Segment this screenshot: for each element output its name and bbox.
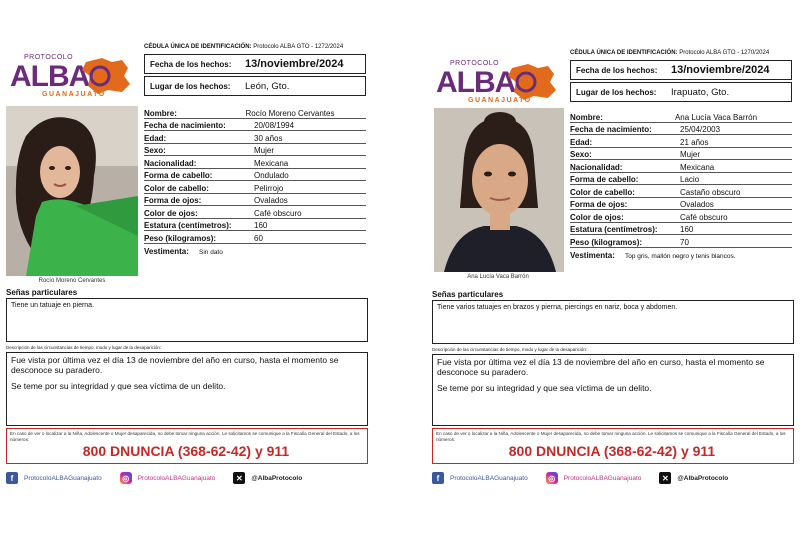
field-forma-ojos: Forma de ojos: Ovalados xyxy=(570,198,792,211)
missing-person-card-left xyxy=(4,40,370,500)
person-photo xyxy=(6,106,138,276)
field-color-ojos: Color de ojos: Café obscuro xyxy=(570,210,792,223)
field-estatura: Estatura (centímetros): 160 xyxy=(144,219,366,232)
field-forma-cabello: Forma de cabello: Ondulado xyxy=(144,169,366,182)
lugar-hechos-box: Lugar de los hechos: León, Gto. xyxy=(144,76,366,96)
facebook-link[interactable]: f ProtocoloALBAGuanajuato xyxy=(432,472,528,484)
instagram-icon: ◎ xyxy=(120,472,132,484)
field-estatura: Estatura (centímetros): 160 xyxy=(570,223,792,236)
person-fields xyxy=(144,106,366,256)
field-color-ojos: Color de ojos: Café obscuro xyxy=(144,206,366,219)
social-bar xyxy=(6,470,368,486)
field-nacionalidad: Nacionalidad: Mexicana xyxy=(570,160,792,173)
field-peso: Peso (kilogramos): 70 xyxy=(570,235,792,248)
field-vestimenta: Vestimenta: Top gris, mallón negro y tenis blancos. xyxy=(570,251,736,260)
photo-caption: Ana Lucía Vaca Barrón xyxy=(467,274,529,280)
field-edad: Edad: 30 años xyxy=(144,131,366,144)
person-photo xyxy=(434,108,564,272)
field-peso: Peso (kilogramos): 60 xyxy=(144,231,366,244)
cedula-header: CÉDULA ÚNICA DE IDENTIFICACIÓN: Protocolo ALBA GTO - 1270/2024 xyxy=(570,50,770,56)
senas-box: Tiene varios tatuajes en brazos y pierna, piercings en nariz, boca y abdomen. xyxy=(432,300,794,344)
logo-top-text: PROTOCOLO xyxy=(24,54,74,61)
field-color-cabello: Color de cabello: Pelirrojo xyxy=(144,181,366,194)
senas-box: Tiene un tatuaje en pierna. xyxy=(6,298,368,342)
field-nombre: Nombre: Ana Lucía Vaca Barrón xyxy=(570,110,792,123)
logo-bottom-text: GUANAJUATO xyxy=(42,91,106,98)
fecha-hechos-box: Fecha de los hechos: 13/noviembre/2024 xyxy=(144,54,366,74)
hotline-number: 800 DNUNCIA (368-62-42) y 911 xyxy=(82,443,290,459)
instagram-icon: ◎ xyxy=(546,472,558,484)
missing-person-card-right xyxy=(430,40,796,500)
x-link[interactable]: ✕ @AlbaProtocolo xyxy=(659,472,728,484)
field-nacimiento: Fecha de nacimiento: 20/08/1994 xyxy=(144,119,366,132)
field-nombre: Nombre: Rocío Moreno Cervantes xyxy=(144,106,366,119)
protocolo-alba-logo xyxy=(8,50,134,102)
instagram-link[interactable]: ◎ ProtocoloALBAGuanajuato xyxy=(120,472,216,484)
photo-caption: Rocío Moreno Cervantes xyxy=(38,278,106,284)
senas-title: Señas particulares xyxy=(432,290,504,299)
field-edad: Edad: 21 años xyxy=(570,135,792,148)
alert-box xyxy=(432,428,794,464)
description-box: Fue vista por última vez el día 13 de noviembre del año en curso, hasta el momento se desconoce su paradero. Se teme por su integridad y que sea víctima de un delito. xyxy=(6,352,368,426)
circunstancias-note: Descripción de las circunstancias de tiempo, modo y lugar de la desaparición: xyxy=(6,345,162,350)
facebook-link[interactable]: f ProtocoloALBAGuanajuato xyxy=(6,472,102,484)
guanajuato-map-icon xyxy=(504,62,560,102)
senas-title: Señas particulares xyxy=(6,288,78,297)
description-box: Fue vista por última vez el día 13 de noviembre del año en curso, hasta el momento se desconoce su paradero. Se teme por su integridad y que sea víctima de un delito. xyxy=(432,354,794,426)
cedula-header: CÉDULA ÚNICA DE IDENTIFICACIÓN: Protocolo ALBA GTO - 1272/2024 xyxy=(144,44,344,50)
lugar-hechos-box: Lugar de los hechos: Irapuato, Gto. xyxy=(570,82,792,102)
field-vestimenta: Vestimenta: Sin dato xyxy=(144,247,223,256)
alert-box xyxy=(6,428,368,464)
logo-bottom-text: GUANAJUATO xyxy=(468,97,532,104)
x-link[interactable]: ✕ @AlbaProtocolo xyxy=(233,472,302,484)
x-icon: ✕ xyxy=(659,472,671,484)
instagram-link[interactable]: ◎ ProtocoloALBAGuanajuato xyxy=(546,472,642,484)
field-sexo: Sexo: Mujer xyxy=(144,144,366,157)
protocolo-alba-logo xyxy=(434,56,560,108)
person-fields xyxy=(570,110,792,260)
guanajuato-map-icon xyxy=(78,56,134,96)
hotline-number: 800 DNUNCIA (368-62-42) y 911 xyxy=(508,443,716,459)
alert-text: En caso de ver o localizar a la Niña, Adolescente o Mujer desaparecida, no debe tomar ninguna acción. Le solicitamos se comunique a la Fiscalía General del Estado, a los números: xyxy=(436,431,786,442)
field-nacimiento: Fecha de nacimiento: 25/04/2003 xyxy=(570,123,792,136)
field-nacionalidad: Nacionalidad: Mexicana xyxy=(144,156,366,169)
facebook-icon: f xyxy=(6,472,18,484)
x-icon: ✕ xyxy=(233,472,245,484)
circunstancias-note: Descripción de las circunstancias de tiempo, modo y lugar de la desaparición: xyxy=(432,347,588,352)
facebook-icon: f xyxy=(432,472,444,484)
field-color-cabello: Color de cabello: Castaño obscuro xyxy=(570,185,792,198)
logo-main-text: ALBA xyxy=(10,60,90,93)
social-bar xyxy=(432,470,794,486)
field-forma-cabello: Forma de cabello: Lacio xyxy=(570,173,792,186)
logo-main-text: ALBA xyxy=(436,66,516,99)
fecha-hechos-box: Fecha de los hechos: 13/noviembre/2024 xyxy=(570,60,792,80)
alert-text: En caso de ver o localizar a la Niña, Adolescente o Mujer desaparecida, no debe tomar ninguna acción. Le solicitamos se comunique a la Fiscalía General del Estado, a los números: xyxy=(10,431,360,442)
field-sexo: Sexo: Mujer xyxy=(570,148,792,161)
field-forma-ojos: Forma de ojos: Ovalados xyxy=(144,194,366,207)
logo-top-text: PROTOCOLO xyxy=(450,60,500,67)
